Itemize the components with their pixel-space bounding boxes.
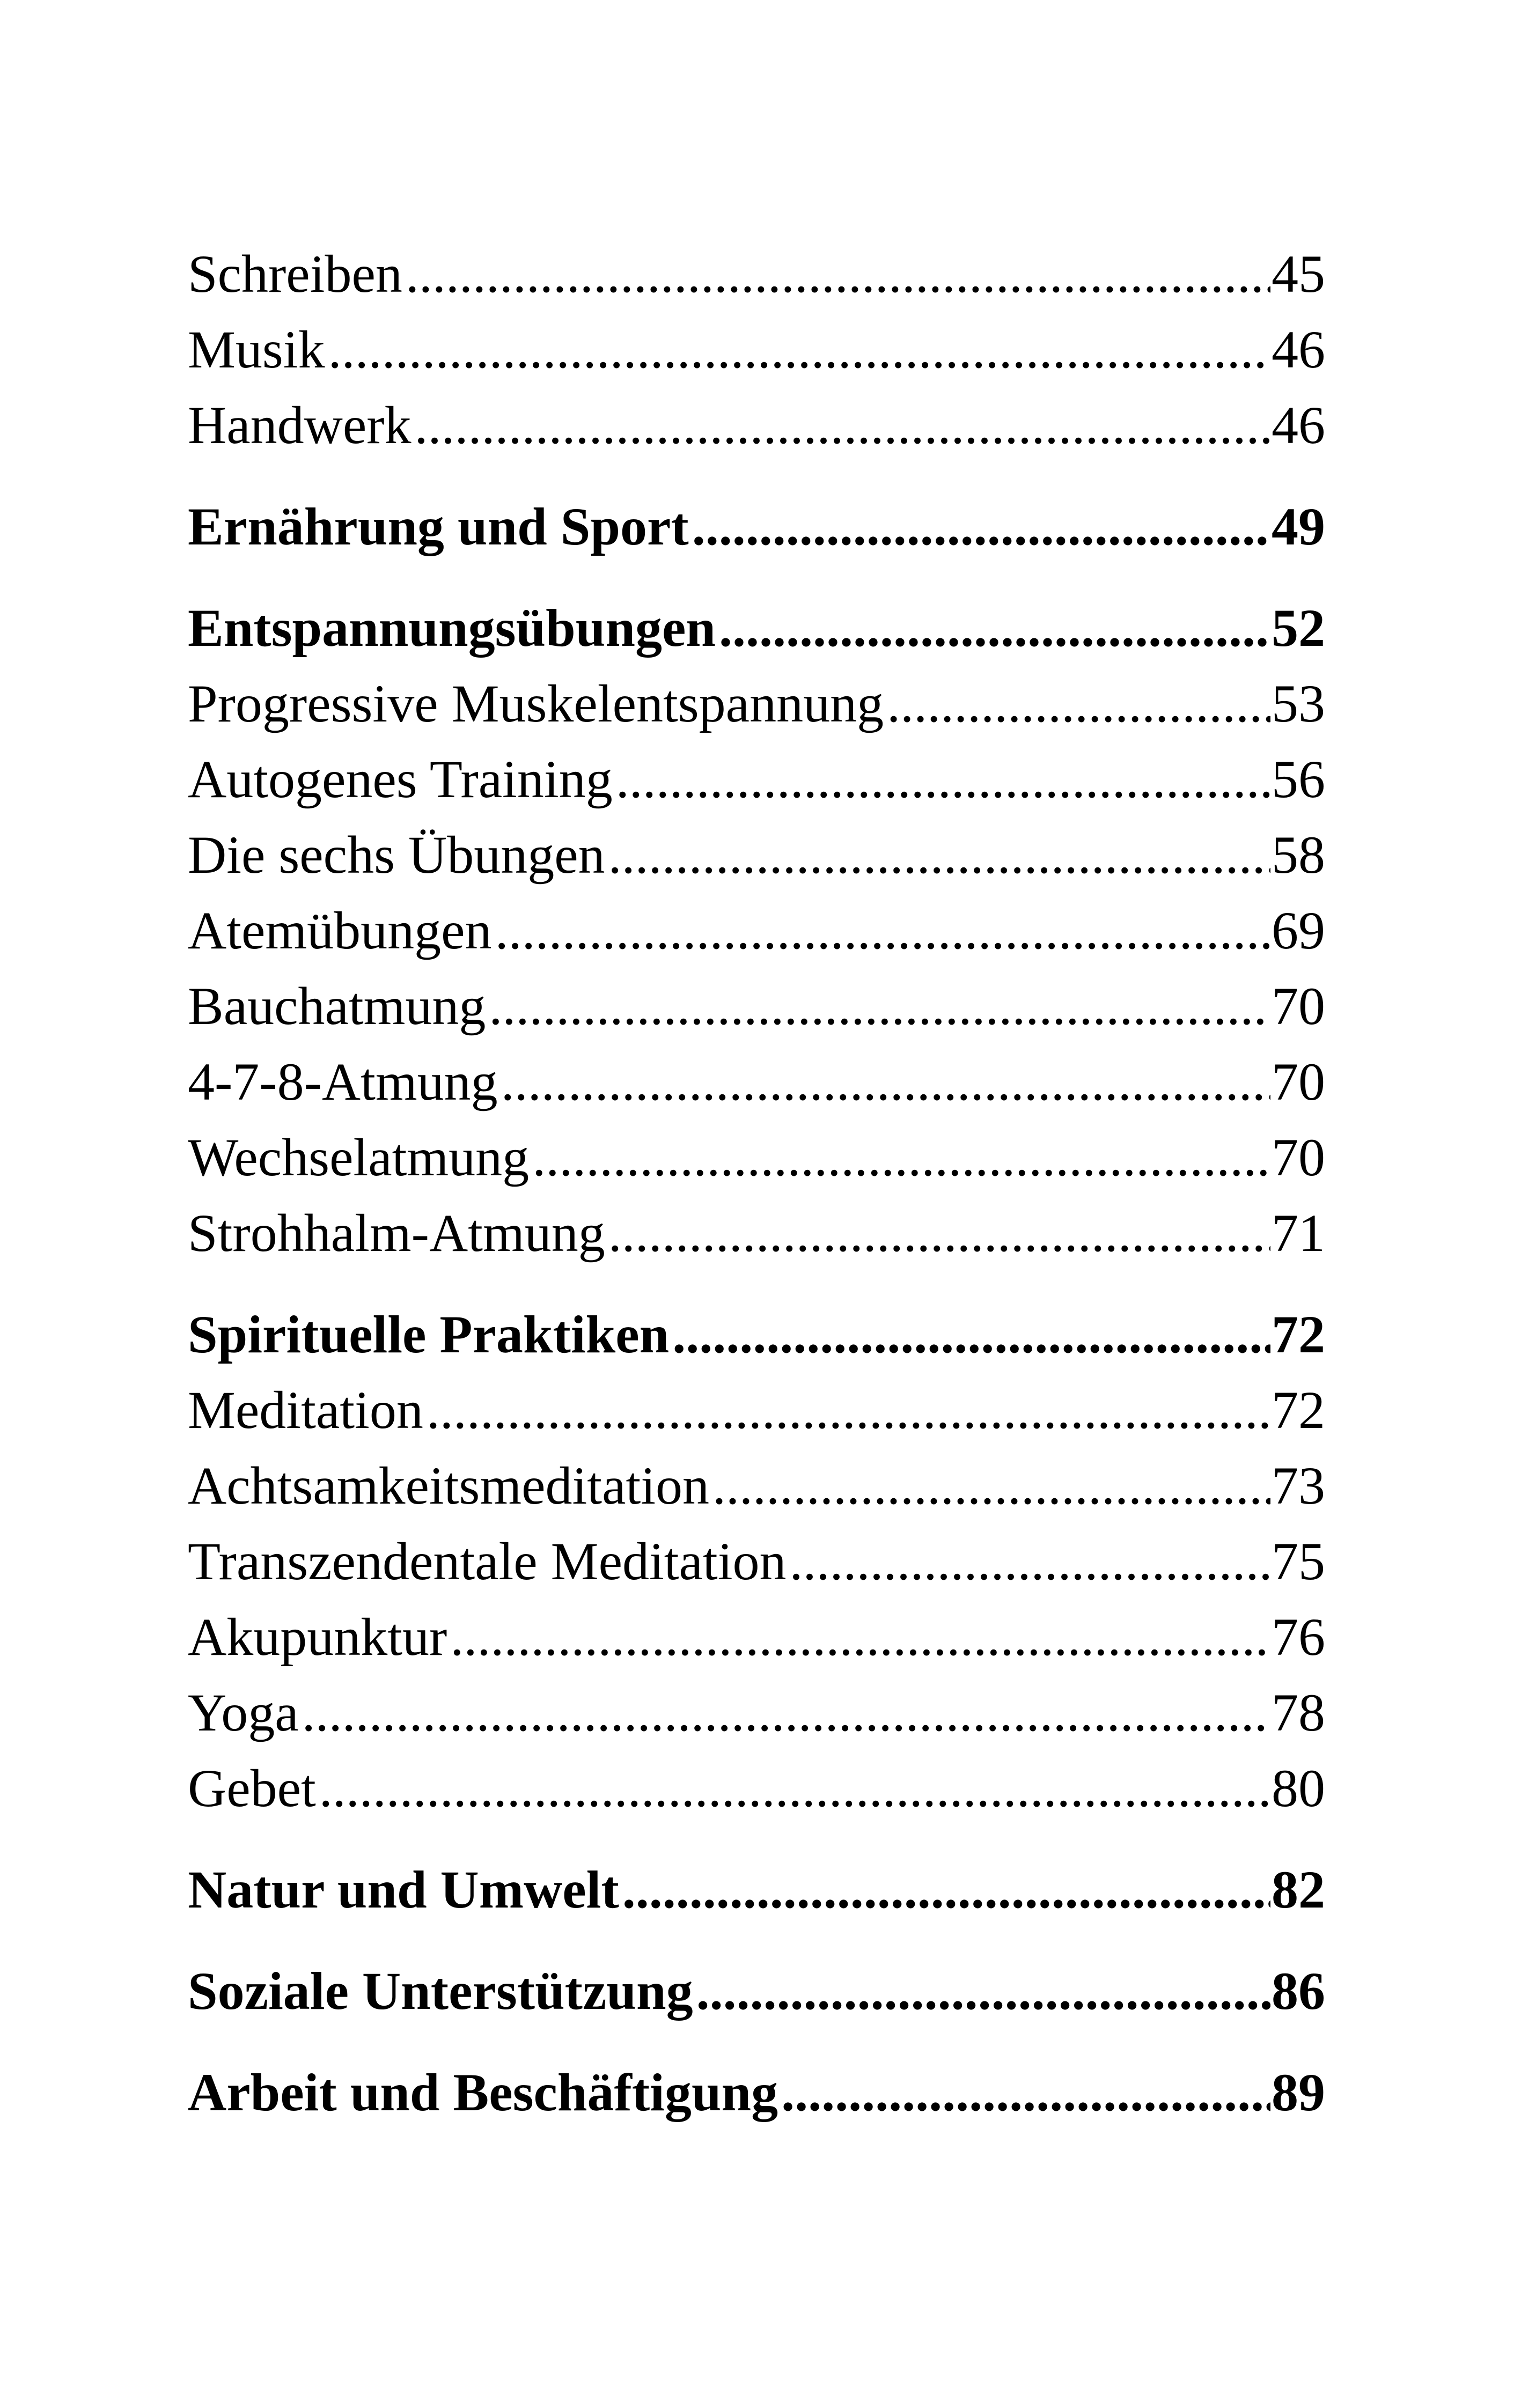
toc-entry-page: 72: [1272, 1380, 1325, 1440]
toc-entry-title: Meditation: [188, 1380, 423, 1440]
toc-entry-page: 73: [1272, 1456, 1325, 1515]
toc-entry-title: Musik: [188, 320, 325, 379]
toc-entry-page: 46: [1272, 395, 1325, 455]
toc-chapter[interactable]: [188, 489, 1325, 564]
dot-leader: [319, 1750, 1270, 1826]
toc-entry-page: 69: [1272, 901, 1325, 960]
toc-entry-title: Schreiben: [188, 244, 402, 304]
toc-chapter-title: Ernährung und Sport: [188, 497, 689, 556]
dot-leader: [887, 666, 1270, 741]
dot-leader: [781, 2054, 1270, 2130]
toc-entry-title: Strohhalm-Atmung: [188, 1203, 605, 1263]
dot-leader: [719, 590, 1270, 666]
toc-entry-title: 4-7-8-Atmung: [188, 1052, 498, 1111]
dot-leader: [489, 968, 1270, 1044]
toc-chapter-title: Entspannungsübungen: [188, 598, 716, 658]
toc-chapter-title: Soziale Unterstützung: [188, 1961, 693, 2021]
toc-chapter-title: Spirituelle Praktiken: [188, 1305, 670, 1364]
toc-entry[interactable]: [188, 1599, 1325, 1675]
toc-entry[interactable]: [188, 312, 1325, 387]
toc-entry-title: Die sechs Übungen: [188, 825, 605, 885]
toc-entry-title: Yoga: [188, 1683, 299, 1742]
toc-chapter-page: 72: [1272, 1305, 1325, 1364]
toc-entry-title: Progressive Muskelentspannung: [188, 674, 884, 733]
toc-entry-page: 70: [1272, 1052, 1325, 1111]
dot-leader: [302, 1675, 1270, 1750]
toc-entry[interactable]: [188, 1195, 1325, 1271]
toc-entry[interactable]: [188, 1523, 1325, 1599]
toc-chapter-page: 82: [1272, 1860, 1325, 1919]
dot-leader: [532, 1120, 1270, 1195]
toc-entry[interactable]: [188, 1675, 1325, 1750]
toc-entry-page: 70: [1272, 976, 1325, 1036]
toc-entry[interactable]: [188, 893, 1325, 968]
toc-entry[interactable]: [188, 1372, 1325, 1448]
toc-chapter[interactable]: [188, 1297, 1325, 1372]
toc-chapter[interactable]: [188, 2054, 1325, 2130]
toc-entry-page: 46: [1272, 320, 1325, 379]
toc-entry-page: 53: [1272, 674, 1325, 733]
toc-entry-page: 78: [1272, 1683, 1325, 1742]
toc-chapter-page: 89: [1272, 2063, 1325, 2122]
dot-leader: [692, 489, 1270, 564]
toc-entry-page: 76: [1272, 1607, 1325, 1667]
dot-leader: [608, 1195, 1270, 1271]
toc-entry[interactable]: [188, 1120, 1325, 1195]
toc-entry[interactable]: [188, 741, 1325, 817]
toc-entry[interactable]: [188, 1750, 1325, 1826]
toc-entry[interactable]: [188, 968, 1325, 1044]
toc-chapter[interactable]: [188, 1852, 1325, 1927]
toc-chapter-title: Natur und Umwelt: [188, 1860, 619, 1919]
dot-leader: [501, 1044, 1270, 1120]
toc-entry[interactable]: [188, 666, 1325, 741]
toc-entry-page: 75: [1272, 1531, 1325, 1591]
toc-entry[interactable]: [188, 817, 1325, 893]
dot-leader: [789, 1523, 1270, 1599]
toc-entry-title: Autogenes Training: [188, 749, 613, 809]
toc-entry-title: Atemübungen: [188, 901, 492, 960]
toc-entry-title: Gebet: [188, 1758, 316, 1818]
dot-leader: [672, 1297, 1270, 1372]
toc-entry-title: Bauchatmung: [188, 976, 486, 1036]
dot-leader: [616, 741, 1270, 817]
dot-leader: [328, 312, 1270, 387]
dot-leader: [406, 236, 1270, 312]
toc-chapter[interactable]: [188, 590, 1325, 666]
dot-leader: [608, 817, 1270, 893]
dot-leader: [415, 387, 1270, 463]
toc-entry-title: Achtsamkeitsmeditation: [188, 1456, 710, 1515]
toc-entry-page: 58: [1272, 825, 1325, 885]
toc-chapter-title: Arbeit und Beschäftigung: [188, 2063, 778, 2122]
table-of-contents: [188, 236, 1325, 2130]
toc-entry-page: 45: [1272, 244, 1325, 304]
toc-entry-title: Wechselatmung: [188, 1128, 530, 1187]
toc-chapter-page: 86: [1272, 1961, 1325, 2021]
dot-leader: [696, 1953, 1270, 2029]
toc-entry[interactable]: [188, 387, 1325, 463]
toc-entry-page: 70: [1272, 1128, 1325, 1187]
dot-leader: [427, 1372, 1270, 1448]
toc-chapter-page: 52: [1272, 598, 1325, 658]
toc-entry[interactable]: [188, 236, 1325, 312]
toc-entry-page: 56: [1272, 749, 1325, 809]
toc-chapter-page: 49: [1272, 497, 1325, 556]
dot-leader: [450, 1599, 1270, 1675]
toc-entry-page: 71: [1272, 1203, 1325, 1263]
toc-entry-title: Akupunktur: [188, 1607, 447, 1667]
toc-entry-title: Transzendentale Meditation: [188, 1531, 787, 1591]
toc-chapter[interactable]: [188, 1953, 1325, 2029]
toc-entry-page: 80: [1272, 1758, 1325, 1818]
toc-entry[interactable]: [188, 1448, 1325, 1523]
dot-leader: [622, 1852, 1270, 1927]
toc-entry-title: Handwerk: [188, 395, 412, 455]
toc-entry[interactable]: [188, 1044, 1325, 1120]
dot-leader: [495, 893, 1270, 968]
dot-leader: [712, 1448, 1270, 1523]
